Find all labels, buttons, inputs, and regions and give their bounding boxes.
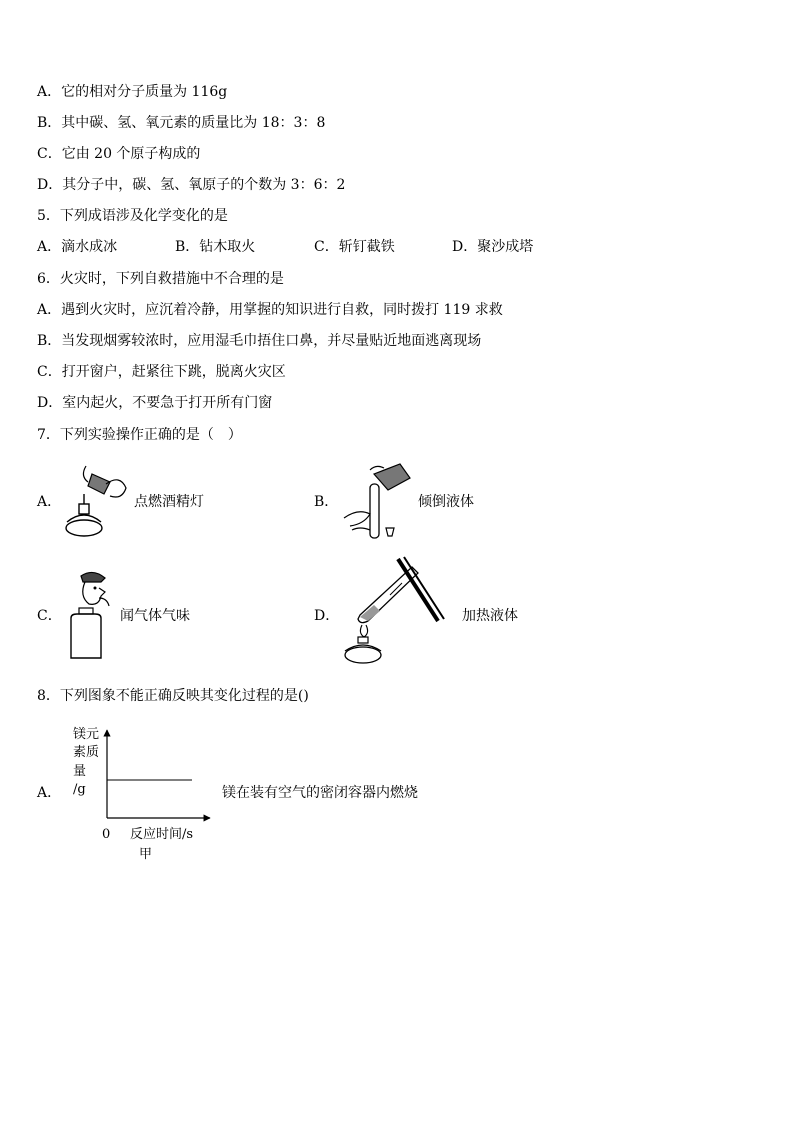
q5-option-c: C．斩钉截铁	[314, 239, 395, 255]
q6-option-c: C．打开窗户，赶紧往下跳，脱离火灾区	[37, 364, 286, 380]
q5-option-a: A．滴水成冰	[37, 239, 118, 255]
heating-liquid-figure	[340, 555, 460, 670]
q7-option-c-letter: C．	[37, 608, 62, 624]
q5-option-d: D．聚沙成塔	[452, 239, 534, 255]
y-axis-label-1: 镁元	[73, 727, 100, 742]
q6-option-b: B．当发现烟雾较浓时，应用湿毛巾捂住口鼻，并尽量贴近地面逃离现场	[37, 333, 482, 349]
q4-option-a: A．它的相对分子质量为 116g	[37, 84, 228, 100]
q7-option-c-caption: 闻气体气味	[120, 608, 190, 624]
graph-title: 甲	[139, 847, 153, 862]
q7-stem: 7．下列实验操作正确的是（ ）	[37, 427, 242, 443]
q6-option-a: A．遇到火灾时，应沉着冷静，用掌握的知识进行自救，同时拨打 119 求救	[37, 302, 503, 318]
q7-option-a-caption: 点燃酒精灯	[134, 494, 204, 510]
magnesium-mass-graph	[60, 720, 220, 870]
q5-stem: 5．下列成语涉及化学变化的是	[37, 208, 228, 224]
q5-option-b: B．钻木取火	[175, 239, 256, 255]
y-axis-label-4: /g	[73, 782, 86, 797]
q4-option-b: B．其中碳、氢、氧元素的质量比为 18：3：8	[37, 115, 326, 131]
q6-option-d: D．室内起火，不要急于打开所有门窗	[37, 395, 273, 411]
origin-label: 0	[102, 827, 111, 842]
q6-stem: 6．火灾时，下列自救措施中不合理的是	[37, 271, 284, 287]
y-axis-label-2: 素质	[73, 745, 100, 760]
q7-option-a-letter: A．	[37, 494, 62, 510]
alcohol-lamp-lighting-figure	[62, 464, 132, 542]
q8-option-a-caption: 镁在装有空气的密闭容器内燃烧	[222, 785, 418, 801]
q4-option-d: D．其分子中，碳、氢、氧原子的个数为 3：6：2	[37, 177, 346, 193]
q7-option-b-letter: B．	[314, 494, 339, 510]
q7-option-d-letter: D．	[314, 608, 340, 624]
pouring-liquid-figure	[340, 460, 415, 545]
q8-option-a-letter: A．	[37, 785, 62, 801]
q4-option-c: C．它由 20 个原子构成的	[37, 146, 201, 162]
x-axis-label: 反应时间/s	[130, 827, 194, 842]
q8-stem: 8．下列图象不能正确反映其变化过程的是()	[37, 688, 309, 704]
q7-option-d-caption: 加热液体	[462, 608, 518, 624]
q7-option-b-caption: 倾倒液体	[418, 494, 474, 510]
y-axis-label-3: 量	[73, 764, 87, 779]
smelling-gas-figure	[65, 568, 120, 663]
